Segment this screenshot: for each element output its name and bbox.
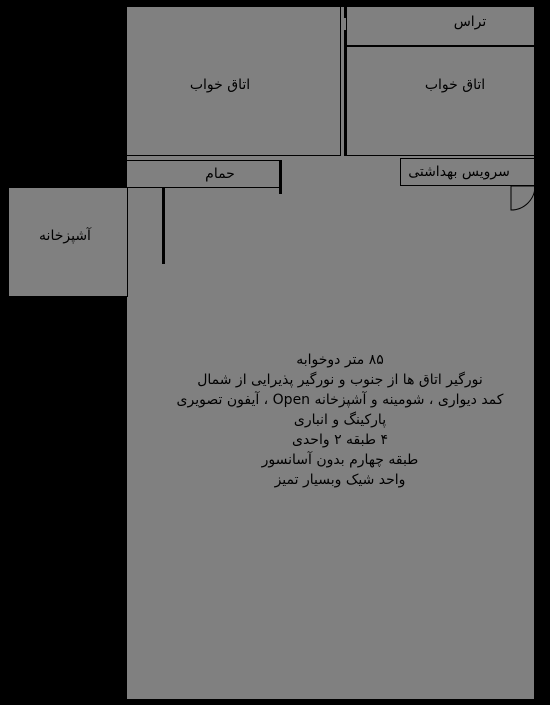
door-swing-icon bbox=[505, 180, 535, 212]
note-line: واحد شیک وبسیار تمیز bbox=[274, 472, 406, 488]
note-line: ۸۵ متر دوخوابه bbox=[296, 352, 384, 368]
bedroom-left-label: اتاق خواب bbox=[189, 77, 251, 93]
note-line: ۴ طبقه ۲ واحدی bbox=[292, 432, 388, 448]
kitchen-label: آشپزخانه bbox=[39, 228, 91, 244]
note-line: طبقه چهارم بدون آسانسور bbox=[261, 452, 419, 468]
note-line: پارکینگ و انباری bbox=[293, 412, 387, 428]
listing-notes bbox=[150, 350, 530, 490]
wall-stub-hall-2 bbox=[279, 160, 282, 194]
bedroom-right-label: اتاق خواب bbox=[424, 77, 486, 93]
bedroom-right-room bbox=[346, 46, 535, 156]
wall-divider-top bbox=[344, 6, 347, 18]
terrace-label: تراس bbox=[453, 14, 487, 30]
note-line: نورگیر اتاق ها از جنوب و نورگیر پذیرایی از شمال bbox=[197, 372, 483, 388]
bathroom-label: حمام bbox=[205, 166, 235, 182]
note-line: کمد دیواری ، شومینه و آشپزخانه Open ، آیفون تصویری bbox=[176, 392, 504, 408]
wall-stub-hall-1 bbox=[162, 188, 165, 264]
wall-divider-mid bbox=[344, 30, 347, 156]
toilet-label: سرویس بهداشتی bbox=[408, 164, 510, 180]
